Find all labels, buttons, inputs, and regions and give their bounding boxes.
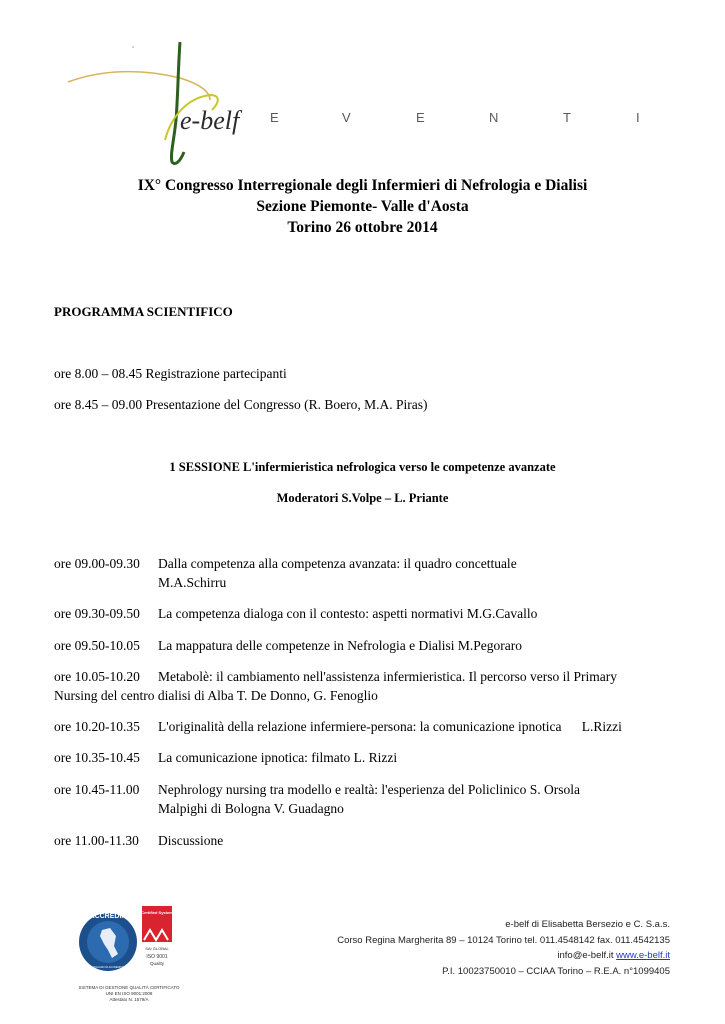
company-name: e-belf di Elisabetta Bersezio e C. S.a.s. [505, 919, 670, 930]
company-contacts [250, 948, 670, 964]
program-item [54, 748, 674, 767]
company-footer [250, 917, 670, 979]
company-registry: P.I. 10023750010 – CCIAA Torino – R.E.A. n°1099405 [442, 965, 670, 977]
congress-date: Torino 26 ottobre 2014 [287, 219, 438, 236]
program-time: ore 09.30-09.50 [54, 606, 140, 621]
program-text: Dalla competenza alla competenza avanzata: il quadro concettuale [158, 556, 517, 571]
certified-system-label: Certified System [141, 910, 173, 915]
program-item [54, 604, 674, 623]
program-speaker: Malpighi di Bologna V. Guadagno [158, 801, 344, 816]
program-item [54, 636, 674, 655]
eventi-letter-i: I [636, 110, 640, 125]
program-time: ore 10.20-10.35 [54, 719, 140, 734]
company-address: Corso Regina Margherita 89 – 10124 Torino tel. 011.4548142 fax. 011.4542135 [337, 934, 670, 946]
program-text: La comunicazione ipnotica: filmato L. Rizzi [158, 750, 398, 765]
accredia-label: ACCREDIA [89, 913, 127, 920]
program-text: La competenza dialoga con il contesto: aspetti normativi M.G.Cavallo [158, 606, 538, 621]
eventi-letter-e: E [270, 110, 279, 125]
program-text: Discussione [158, 833, 224, 848]
eventi-letter-v: V [342, 110, 351, 125]
program-item [54, 831, 674, 850]
intro-item-presentation: ore 8.45 – 09.00 Presentazione del Congresso (R. Boero, M.A. Piras) [54, 397, 428, 412]
program-time: ore 10.35-10.45 [54, 750, 140, 765]
program-continuation: Nursing del centro dialisi di Alba T. De Donno, G. Fenoglio [54, 688, 378, 703]
program-time: ore 10.05-10.20 [54, 669, 140, 684]
intro-item-registration: ore 8.00 – 08.45 Registrazione partecipanti [54, 366, 287, 381]
certification-badge [78, 900, 180, 986]
badge-caption-2: UNI EN ISO 9001:2008 [105, 991, 153, 996]
badge-caption-3: Attestato N. 1579/A [109, 997, 149, 1002]
program-time: ore 09.50-10.05 [54, 638, 140, 653]
accredia-ring-text: L'ENTE ITALIANO DI ACCREDITAMENTO [83, 966, 133, 969]
program-text: La mappatura delle competenze in Nefrologia e Dialisi M.Pegoraro [158, 638, 522, 653]
congress-section: Sezione Piemonte- Valle d'Aosta [256, 198, 469, 215]
program-item [54, 780, 674, 818]
programma-heading: PROGRAMMA SCIENTIFICO [54, 304, 233, 319]
session-moderators: Moderatori S.Volpe – L. Priante [276, 491, 449, 505]
eventi-letter-e2: E [416, 110, 425, 125]
eventi-letter-n: N [489, 110, 499, 125]
program-text: Metabolè: il cambiamento nell'assistenza infermieristica. Il percorso verso il Primary [158, 669, 618, 684]
e-belf-logo [60, 40, 660, 170]
company-website-link[interactable]: www.e-belf.it [616, 950, 670, 961]
program-text: Nephrology nursing tra modello e realtà: l'esperienza del Policlinico S. Orsola [158, 782, 580, 797]
eventi-letter-t: T [563, 110, 571, 125]
iso-label: ISO 9001 [146, 954, 168, 960]
session-title: 1 SESSIONE L'infermieristica nefrologica verso le competenze avanzate [169, 460, 556, 474]
sai-global-label: SAI GLOBAL [145, 946, 169, 951]
quality-label: Quality [149, 961, 165, 966]
program-speaker: M.A.Schirru [158, 575, 227, 590]
program-item [54, 554, 674, 592]
congress-title: IX° Congresso Interregionale degli Infermieri di Nefrologia e Dialisi [137, 177, 588, 194]
program-text: L'originalità della relazione infermiere-persona: la comunicazione ipnotica L.Rizzi [158, 719, 622, 734]
logo-text: e-belf [180, 106, 240, 135]
program-item [54, 667, 674, 705]
program-item [54, 717, 674, 736]
company-email: info@e-belf.it [557, 950, 614, 961]
program-time: ore 11.00-11.30 [54, 833, 139, 848]
program-time: ore 10.45-11.00 [54, 782, 140, 797]
program-time: ore 09.00-09.30 [54, 556, 140, 571]
badge-caption-1: SISTEMA DI GESTIONE QUALITÀ CERTIFICATO [78, 985, 180, 990]
